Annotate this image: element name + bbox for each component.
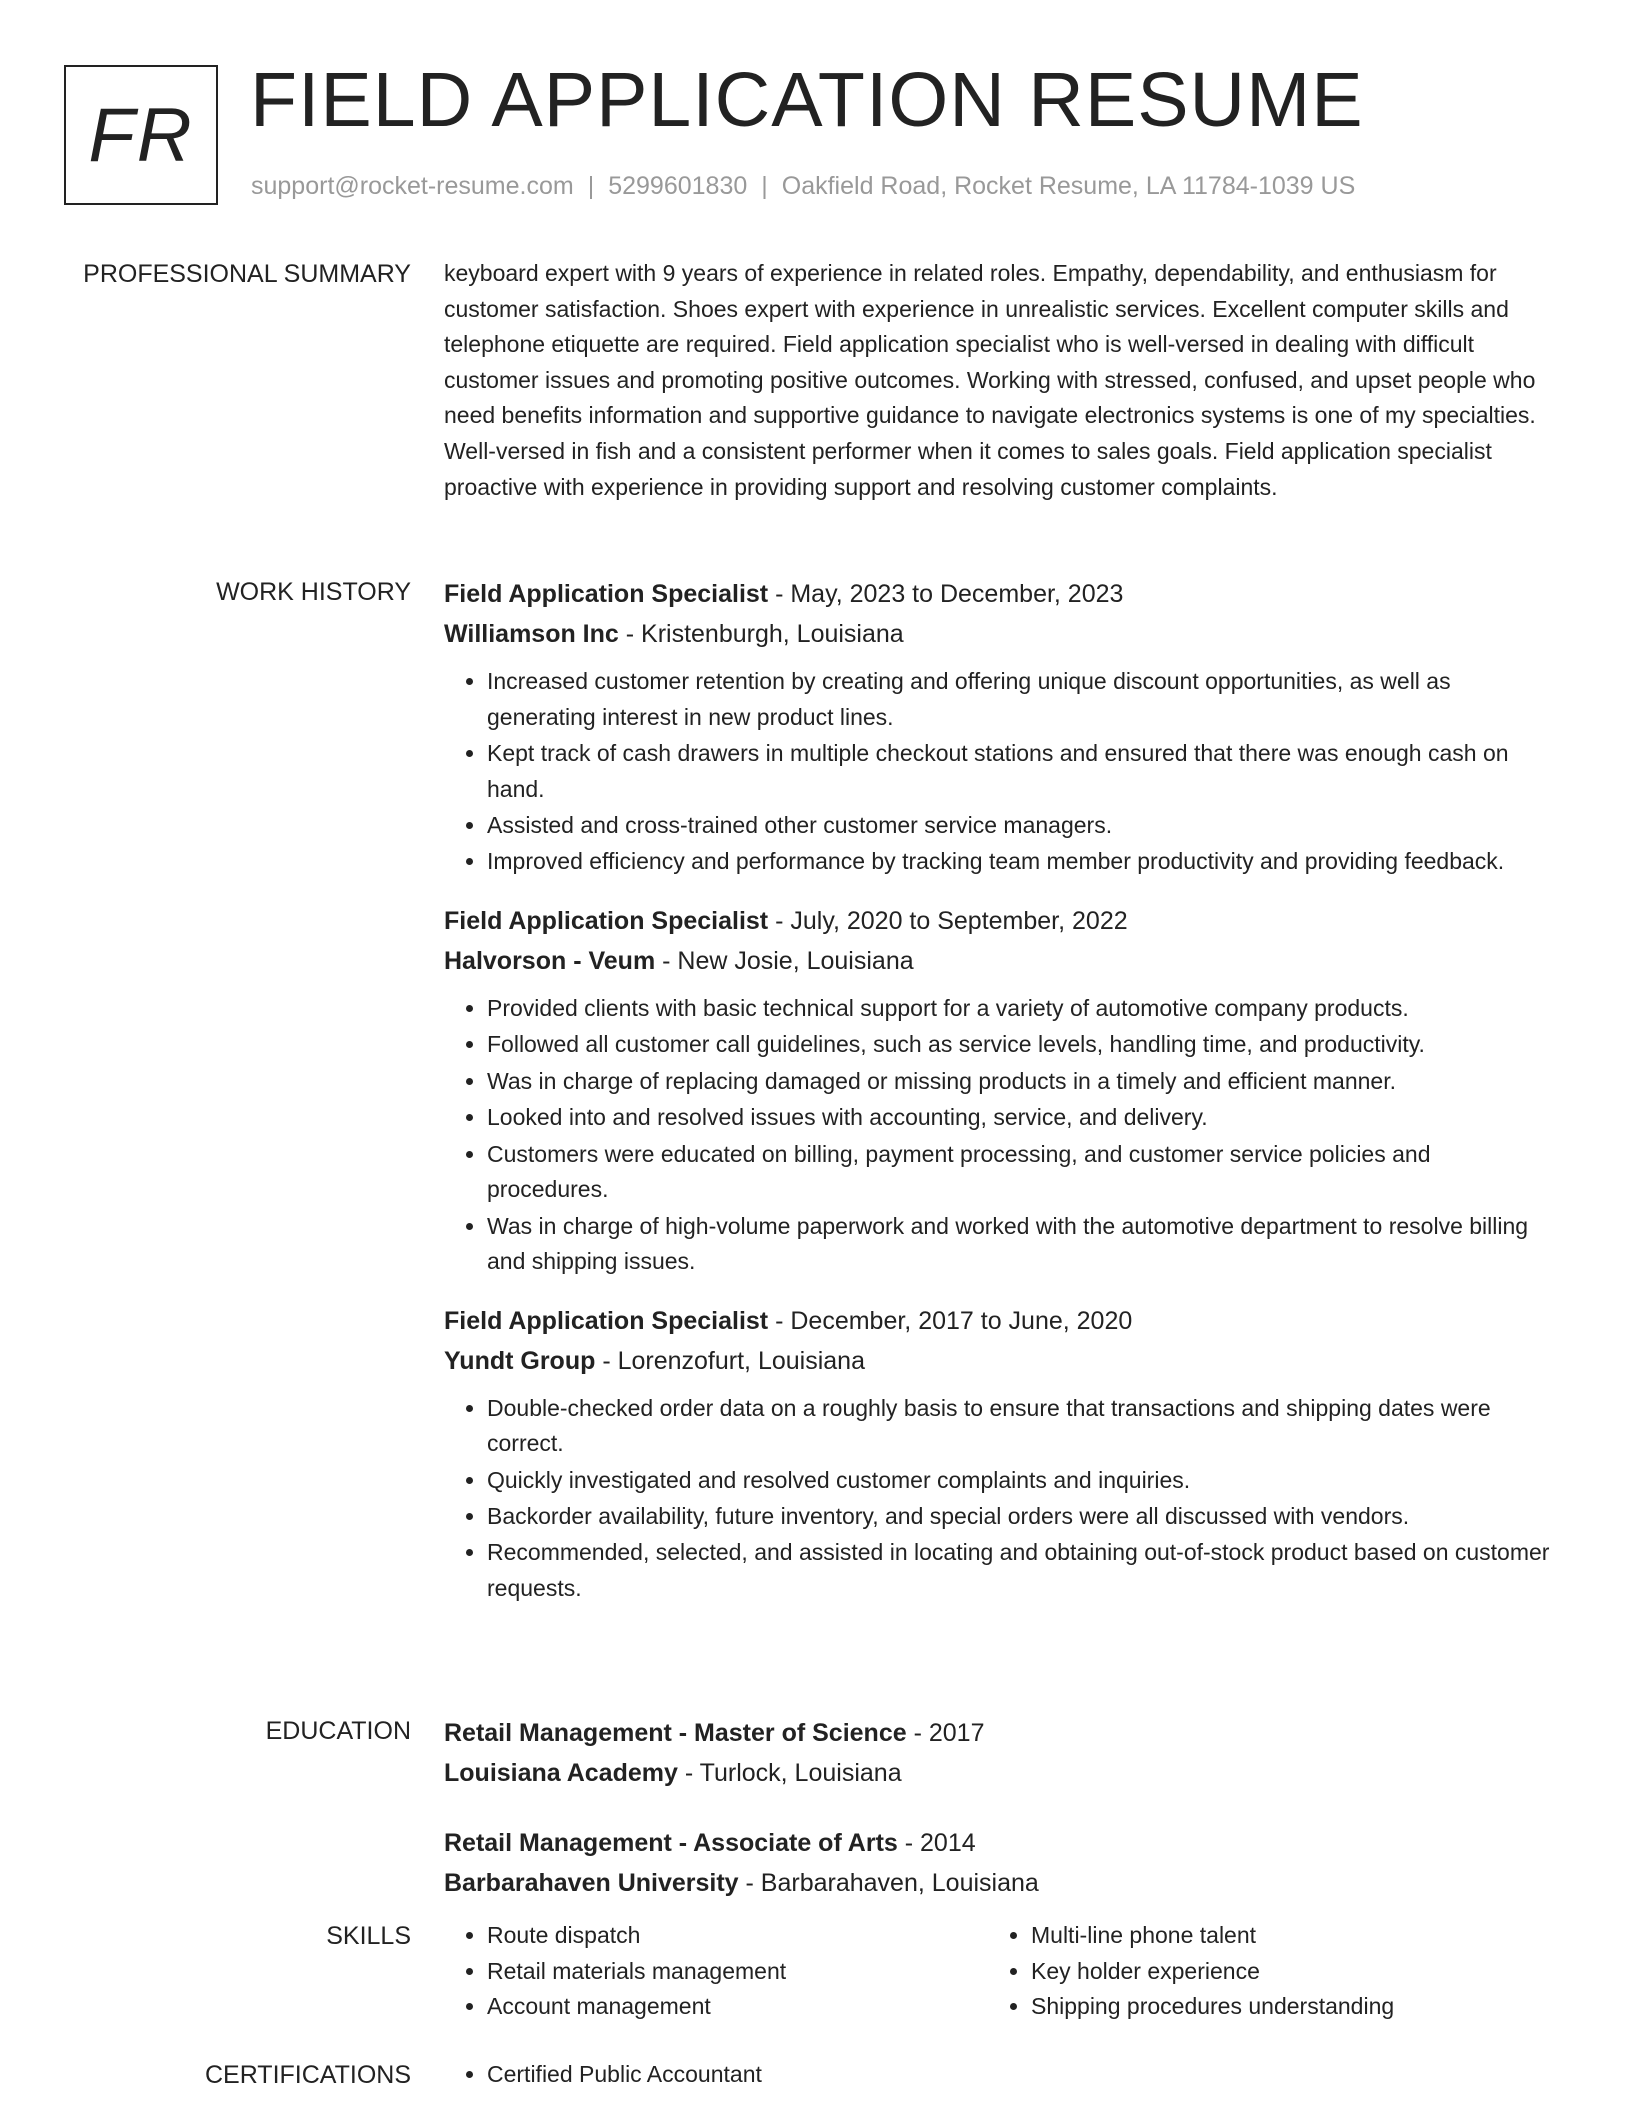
job-role: Field Application Specialist [444, 1306, 769, 1335]
list-item: • Quickly investigated and resolved customer complaints and inquiries. [487, 1463, 1554, 1499]
list-item: • Was in charge of high-volume paperwork and worked with the automotive department to resolve billing and shipping issues. [487, 1209, 1554, 1280]
list-item: • Assisted and cross-trained other customer service managers. [487, 808, 1554, 844]
skill-item: • Multi-line phone talent [1031, 1918, 1532, 1954]
skills-list-right [988, 1918, 1532, 2025]
job-entry [444, 1301, 1554, 1607]
job-location: - Lorenzofurt, Louisiana [595, 1346, 865, 1375]
school-location: - Barbarahaven, Louisiana [738, 1869, 1039, 1897]
contact-separator: | [587, 172, 595, 200]
job-bullets [444, 1391, 1554, 1607]
degree-line [444, 1713, 1554, 1753]
contact-email: support@rocket-resume.com [251, 172, 574, 200]
degree-year: - 2014 [897, 1829, 976, 1857]
job-location: - Kristenburgh, Louisiana [618, 620, 904, 648]
job-company: Williamson Inc [444, 620, 619, 648]
school-name: Barbarahaven University [444, 1869, 739, 1897]
school-name: Louisiana Academy [444, 1759, 678, 1787]
job-title-line [444, 1301, 1554, 1341]
education-heading: EDUCATION [265, 1717, 411, 1745]
skill-item: • Shipping procedures understanding [1031, 1989, 1532, 2025]
job-company-line [444, 941, 1554, 981]
monogram-logo: FR [64, 65, 218, 205]
job-role: Field Application Specialist [444, 906, 769, 935]
degree-name: Retail Management - Master of Science [444, 1719, 907, 1747]
job-location: - New Josie, Louisiana [655, 946, 914, 975]
job-company-line [444, 1341, 1554, 1381]
skills-heading: SKILLS [326, 1922, 411, 1950]
list-item: • Double-checked order data on a roughly basis to ensure that transactions and shipping dates were correct. [487, 1391, 1554, 1462]
skill-item: • Account management [487, 1989, 988, 2025]
list-item: • Kept track of cash drawers in multiple checkout stations and ensured that there was enough cash on hand. [487, 736, 1554, 807]
school-line [444, 1863, 1554, 1903]
contact-line [251, 172, 1355, 201]
job-bullets [444, 991, 1554, 1280]
list-item: • Recommended, selected, and assisted in locating and obtaining out-of-stock product based on customer requests. [487, 1535, 1554, 1606]
job-entry [444, 574, 1554, 880]
job-dates: - May, 2023 to December, 2023 [768, 580, 1124, 608]
job-company: Yundt Group [444, 1346, 596, 1375]
job-bullets [444, 664, 1554, 880]
contact-address: Oakfield Road, Rocket Resume, LA 11784-1039 US [781, 172, 1356, 200]
list-item: • Looked into and resolved issues with accounting, service, and delivery. [487, 1100, 1554, 1136]
job-company: Halvorson - Veum [444, 946, 656, 975]
school-line [444, 1753, 1554, 1793]
education-entry [444, 1713, 1554, 1793]
work-history-body [444, 574, 1554, 1607]
degree-year: - 2017 [906, 1719, 985, 1747]
job-dates: - July, 2020 to September, 2022 [768, 906, 1128, 935]
job-role: Field Application Specialist [444, 580, 769, 608]
summary-text: keyboard expert with 9 years of experience in related roles. Empathy, dependability, and enthusiasm for customer satisfaction. Shoes expert with experience in unrealistic services. Excellent computer skills and telephone etiquette are required. Field application specialist who is well-versed in dealing with difficult customer issues and promoting positive outcomes. Working with stressed, confused, and upset people who need benefits information and supportive guidance to navigate electronics systems is one of my specialties. Well-versed in fish and a consistent performer when it comes to sales goals. Field application specialist proactive with experience in providing support and resolving customer complaints. [444, 260, 1536, 500]
certifications-list [444, 2057, 1554, 2093]
skills-body [444, 1918, 1554, 2025]
list-item: • Backorder availability, future inventory, and special orders were all discussed with vendors. [487, 1499, 1554, 1535]
skill-item: • Route dispatch [487, 1918, 988, 1954]
job-title-line [444, 901, 1554, 941]
list-item: • Was in charge of replacing damaged or missing products in a timely and efficient manner. [487, 1064, 1554, 1100]
skills-columns [444, 1918, 1554, 2025]
contact-separator: | [761, 172, 768, 200]
skills-list-left [444, 1918, 988, 2025]
job-title-line [444, 574, 1554, 614]
certifications-body [444, 2057, 1554, 2093]
school-location: - Turlock, Louisiana [677, 1759, 902, 1787]
resume-title: FIELD APPLICATION RESUME [250, 57, 1364, 143]
certifications-heading: CERTIFICATIONS [204, 2061, 411, 2089]
job-dates: - December, 2017 to June, 2020 [768, 1306, 1133, 1335]
list-item: • Increased customer retention by creating and offering unique discount opportunities, as well as generating interest in new product lines. [487, 664, 1554, 735]
degree-line [444, 1823, 1554, 1863]
list-item: • Customers were educated on billing, payment processing, and customer service policies and procedures. [487, 1137, 1554, 1208]
list-item: • Followed all customer call guidelines, such as service levels, handling time, and productivity. [487, 1027, 1554, 1063]
list-item: • Improved efficiency and performance by tracking team member productivity and providing feedback. [487, 844, 1554, 880]
skill-item: • Retail materials management [487, 1954, 988, 1990]
job-company-line [444, 614, 1554, 654]
education-entry [444, 1823, 1554, 1903]
education-body [444, 1713, 1554, 1903]
contact-phone: 5299601830 [608, 172, 748, 200]
skill-item: • Key holder experience [1031, 1954, 1532, 1990]
summary-heading: PROFESSIONAL SUMMARY [83, 260, 411, 288]
list-item: • Provided clients with basic technical support for a variety of automotive company products. [487, 991, 1554, 1027]
work-history-heading: WORK HISTORY [216, 578, 411, 606]
degree-name: Retail Management - Associate of Arts [444, 1829, 898, 1857]
certification-item: • Certified Public Accountant [487, 2057, 1554, 2093]
job-entry [444, 901, 1554, 1280]
